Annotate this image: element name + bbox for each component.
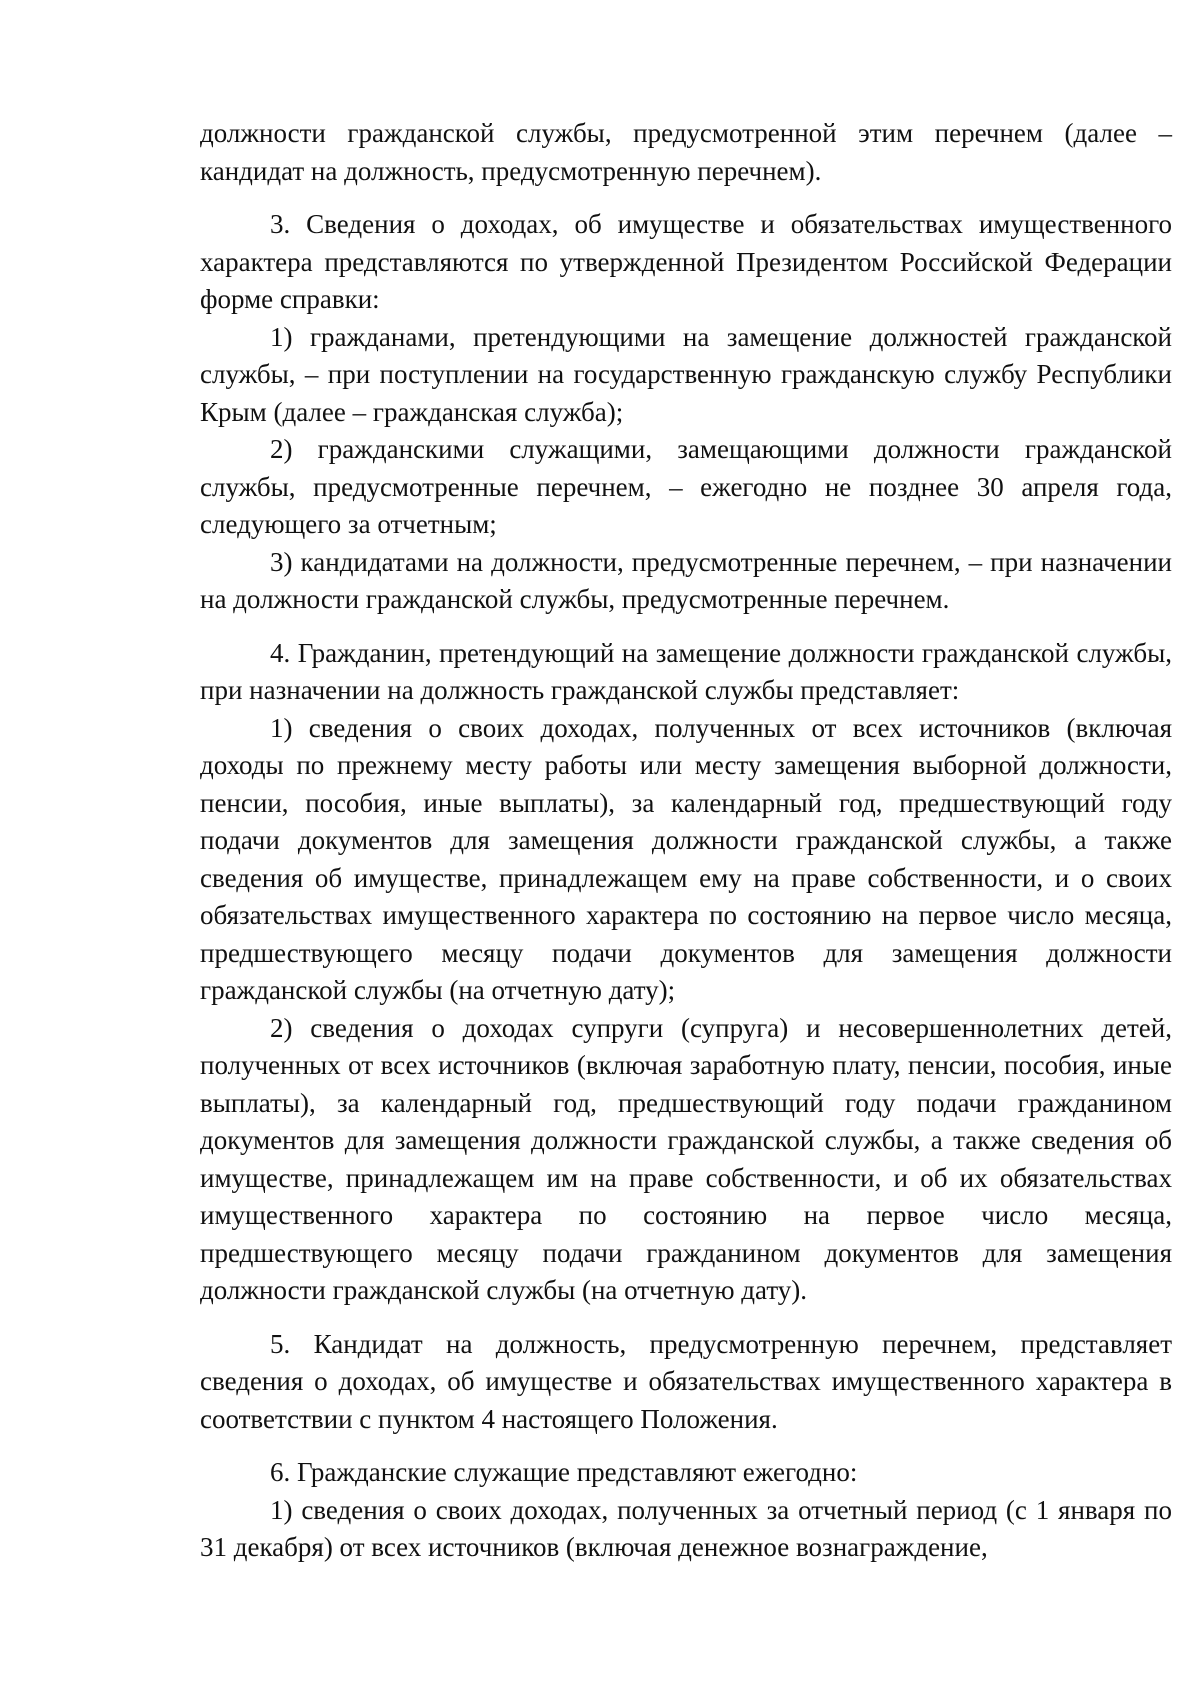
paragraph-section-6-item-1: 1) сведения о своих доходах, полученных за отчетный период (с 1 января по 31 декабря) от всех источников (включая денежное вознаграждение, bbox=[200, 1494, 1172, 1562]
paragraph-continuation: должности гражданской службы, предусмотренной этим перечнем (далее – кандидат на должность, предусмотренную перечнем). bbox=[200, 118, 1172, 186]
paragraph-section-3-item-2: 2) гражданскими служащими, замещающими должности гражданской службы, предусмотренные перечнем, – ежегодно не позднее 30 апреля года, следующего за отчетным; bbox=[200, 434, 1172, 539]
paragraph-section-3-item-1: 1) гражданами, претендующими на замещение должностей гражданской службы, – при поступлении на государственную гражданскую службу Республики Крым (далее – гражданская служба); bbox=[200, 321, 1172, 427]
paragraph-section-5: 5. Кандидат на должность, предусмотренную перечнем, представляет сведения о доходах, об имуществе и обязательствах имущественного характера в соответствии с пунктом 4 настоящего Положения. bbox=[200, 1328, 1172, 1434]
paragraph-section-6: 6. Гражданские служащие представляют ежегодно: bbox=[270, 1457, 858, 1487]
paragraph-section-4-item-2: 2) сведения о доходах супруги (супруга) и несовершеннолетних детей, полученных от всех источников (включая заработную плату, пенсии, пособия, иные выплаты), за календарный год, предшествующий году подачи гражданином документов для замещения должности гражданской службы, а также сведения об имуществе, принадлежащем им на праве собственности, и об их обязательствах имущественного характера по состоянию на первое число месяца, предшествующего месяцу подачи гражданином документов для замещения должности гражданской службы (на отчетную дату). bbox=[200, 1012, 1172, 1305]
document-body bbox=[200, 115, 1172, 1567]
paragraph-section-3-item-3: 3) кандидатами на должности, предусмотренные перечнем, – при назначении на должности гражданской службы, предусмотренные перечнем. bbox=[200, 546, 1172, 614]
paragraph-section-3: 3. Сведения о доходах, об имуществе и обязательствах имущественного характера представляются по утвержденной Президентом Российской Федерации форме справки: bbox=[200, 209, 1172, 314]
paragraph-section-4-item-1: 1) сведения о своих доходах, полученных от всех источников (включая доходы по прежнему месту работы или месту замещения выборной должности, пенсии, пособия, иные выплаты), за календарный год, предшествующий году подачи документов для замещения должности гражданской службы, а также сведения об имуществе, принадлежащем ему на праве собственности, и о своих обязательствах имущественного характера по состоянию на первое число месяца, предшествующего месяцу подачи документов для замещения должности гражданской службы (на отчетную дату); bbox=[200, 712, 1172, 1005]
paragraph-section-4: 4. Гражданин, претендующий на замещение должности гражданской службы, при назначении на должность гражданской службы представляет: bbox=[200, 637, 1172, 705]
